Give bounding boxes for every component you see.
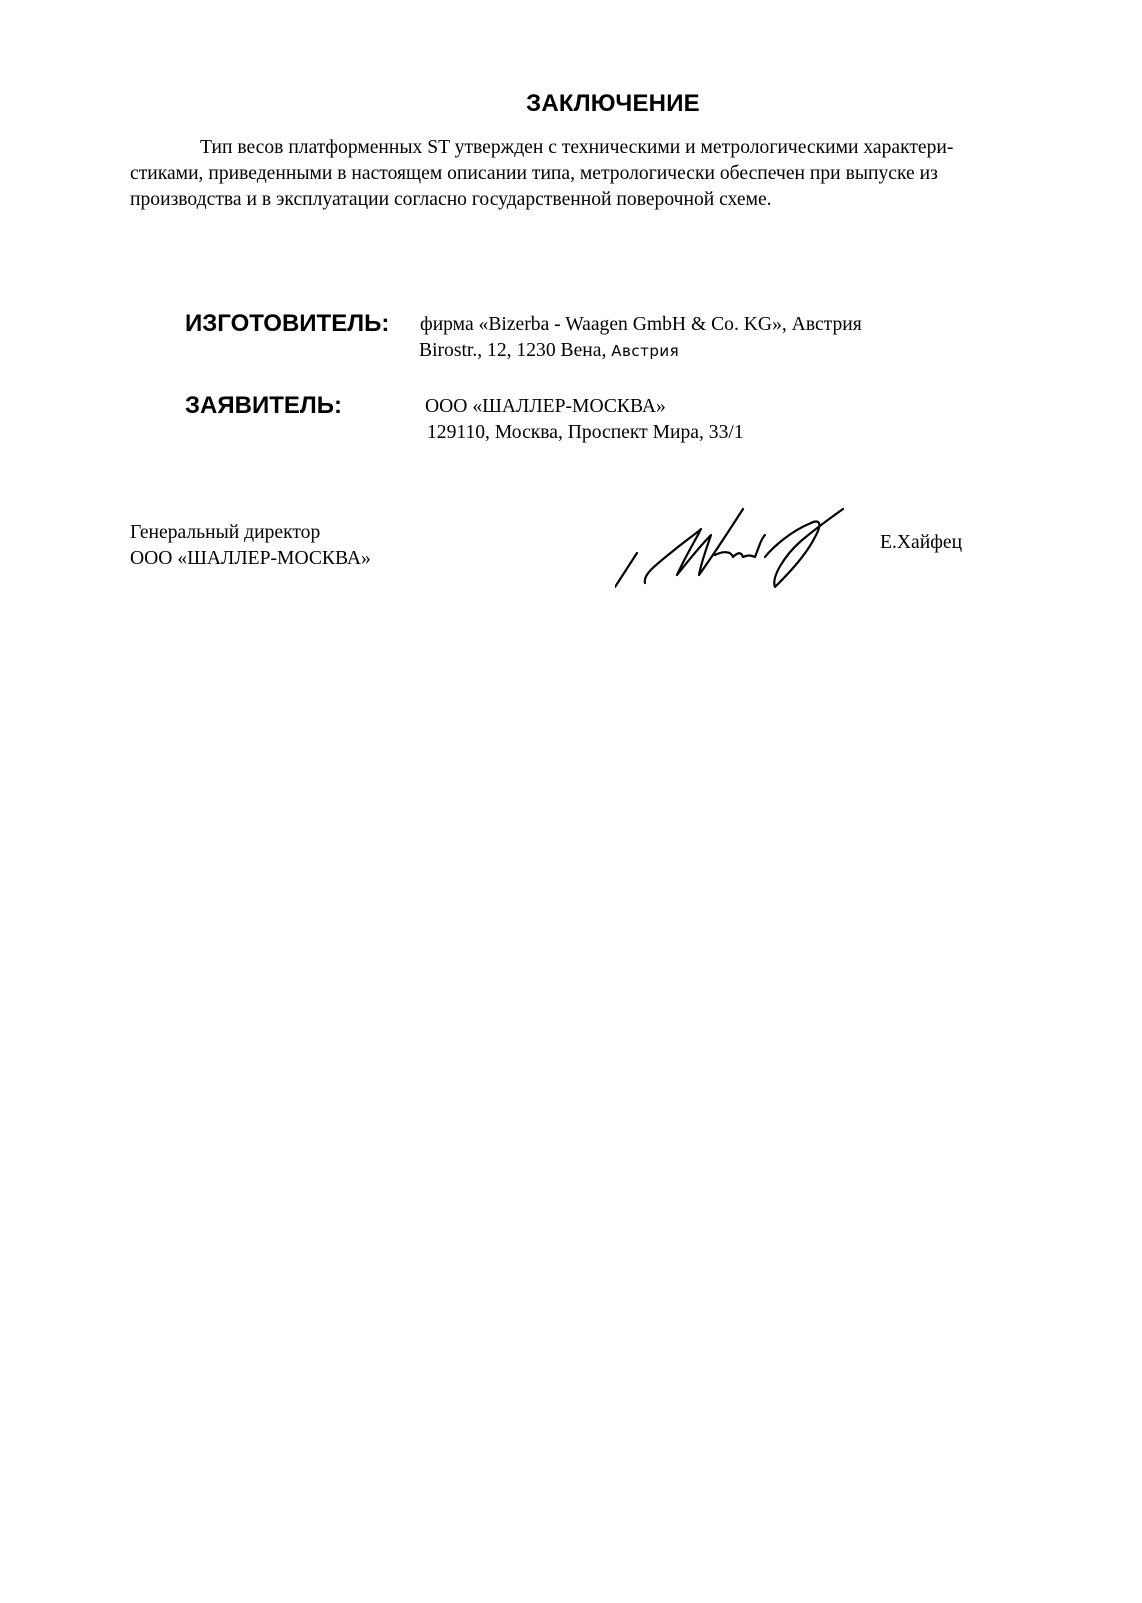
manufacturer-address (419, 338, 679, 364)
applicant-name: ООО «ШАЛЛЕР-МОСКВА» (425, 396, 666, 417)
conclusion-paragraph (130, 135, 1090, 213)
manufacturer-name: фирма «Bizerba - Waagen GmbH & Co. KG», Австрия (420, 314, 862, 335)
manufacturer-country-handwritten: Австрия (611, 342, 680, 360)
signatory-name: Е.Хайфец (880, 532, 963, 553)
conclusion-line-1: Тип весов платформенных ST утвержден с техническими и метрологическими характери- (200, 137, 954, 158)
signatory-organization: ООО «ШАЛЛЕР-МОСКВА» (130, 548, 371, 569)
conclusion-line-3: производства и в эксплуатации согласно государственной поверочной схеме. (130, 189, 772, 210)
signatory-block (130, 520, 371, 572)
document-title: ЗАКЛЮЧЕНИЕ (526, 90, 700, 117)
applicant-address: 129110, Москва, Проспект Мира, 33/1 (427, 422, 744, 443)
manufacturer-address-typed: Birostr., 12, 1230 Вена, (419, 340, 612, 361)
applicant-label: ЗАЯВИТЕЛЬ: (185, 392, 342, 419)
conclusion-line-2: стиками, приведенными в настоящем описании типа, метрологически обеспечен при выпуске из (130, 163, 938, 184)
manufacturer-label: ИЗГОТОВИТЕЛЬ: (185, 310, 390, 337)
signatory-position: Генеральный директор (130, 522, 321, 543)
signature-icon (615, 495, 845, 590)
